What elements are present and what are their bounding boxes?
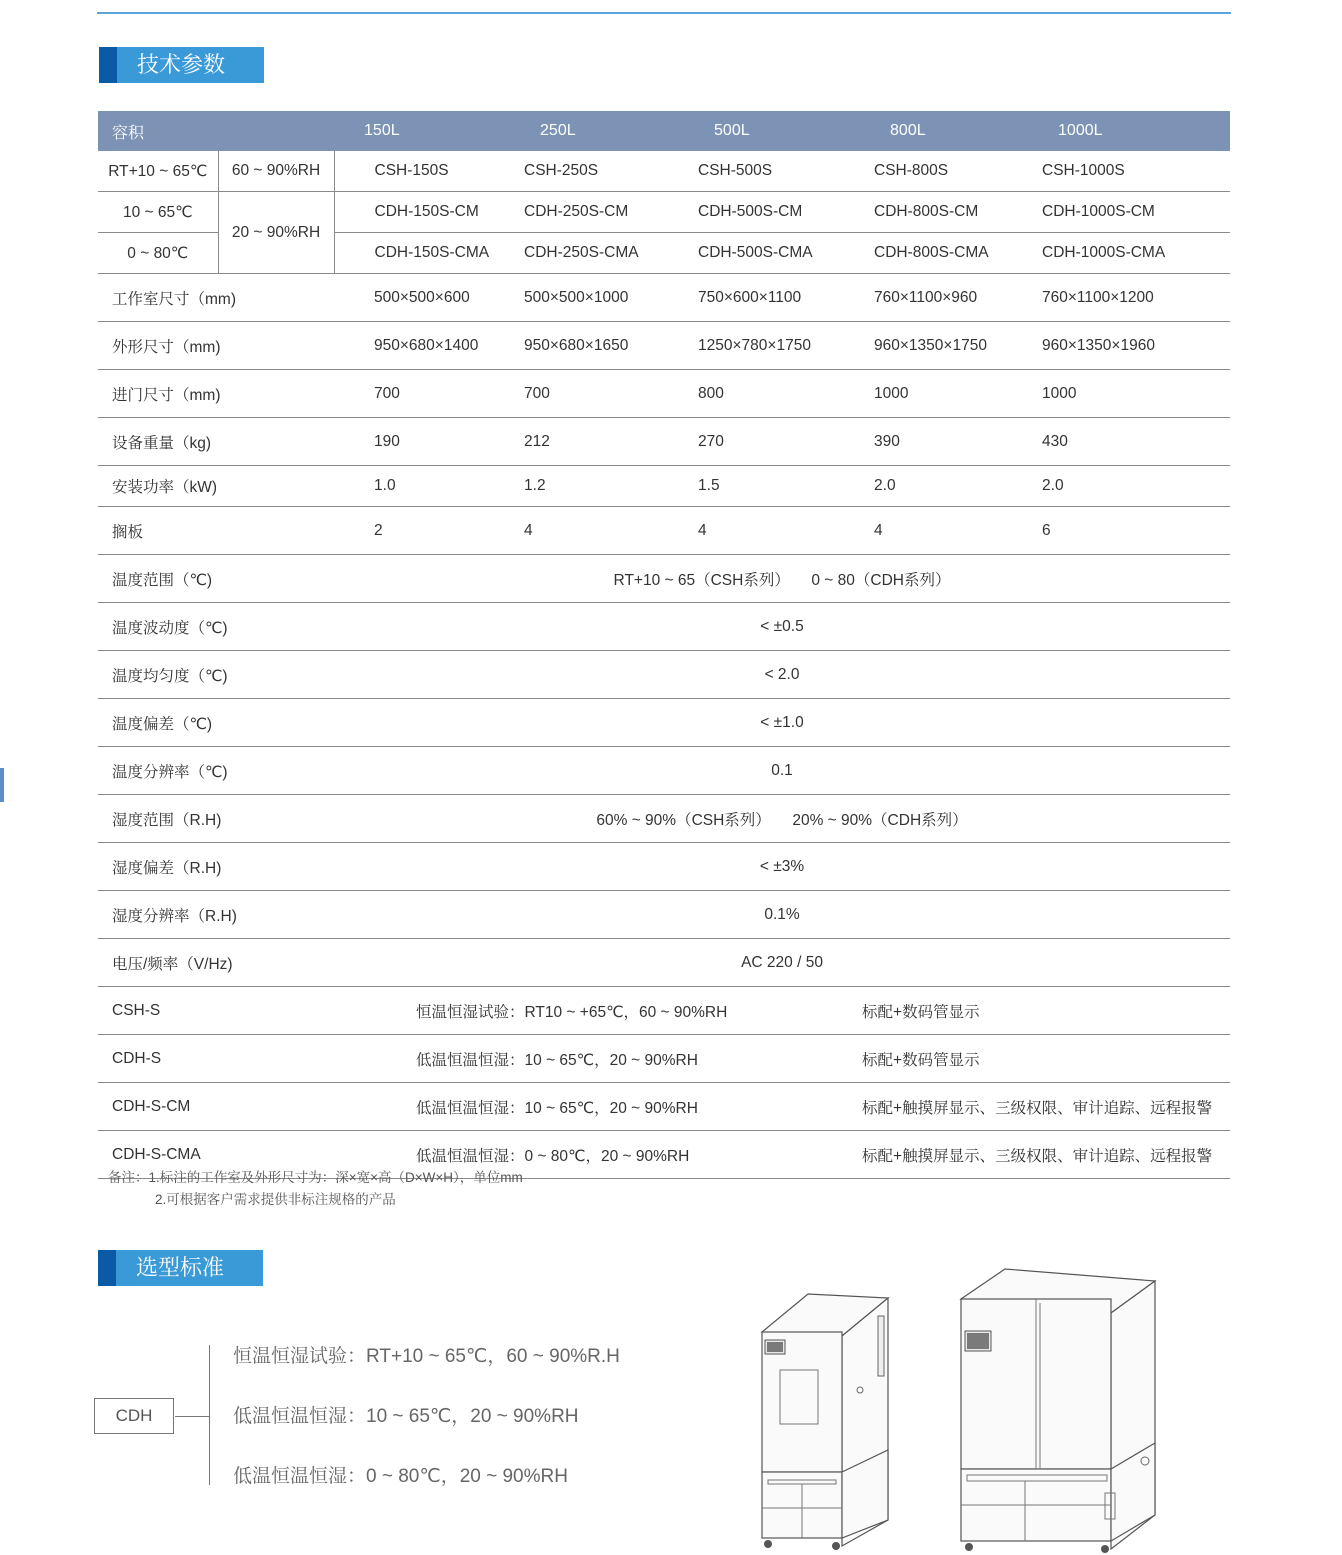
range-label: 温度分辨率（℃) bbox=[98, 747, 334, 795]
range-label: 湿度范围（R.H) bbox=[98, 795, 334, 843]
spec-cell: 750×600×1100 bbox=[684, 274, 860, 322]
table-row bbox=[98, 192, 1230, 233]
range-label: 湿度分辨率（R.H) bbox=[98, 891, 334, 939]
model-temp: 0 ~ 80℃ bbox=[98, 233, 218, 274]
table-row bbox=[98, 370, 1230, 418]
model-cell: CDH-500S-CM bbox=[684, 192, 860, 233]
spec-cell: 212 bbox=[510, 418, 684, 466]
model-cell: CSH-1000S bbox=[1028, 151, 1230, 192]
spec-label: 外形尺寸（mm) bbox=[98, 322, 334, 370]
double-door-chamber-image bbox=[955, 1265, 1165, 1555]
range-value: < ±1.0 bbox=[334, 699, 1230, 747]
header-volume: 150L bbox=[334, 111, 510, 151]
model-cell: CSH-500S bbox=[684, 151, 860, 192]
spec-label: 安装功率（kW) bbox=[98, 466, 334, 507]
series-config: 标配+数码管显示 bbox=[860, 1035, 1230, 1083]
spec-cell: 700 bbox=[334, 370, 510, 418]
table-header-row bbox=[98, 111, 1230, 151]
selection-root-box: CDH bbox=[94, 1398, 174, 1434]
table-row bbox=[98, 651, 1230, 699]
spec-cell: 270 bbox=[684, 418, 860, 466]
series-config: 标配+触摸屏显示、三级权限、审计追踪、远程报警 bbox=[860, 1131, 1230, 1179]
series-test: 低温恒温恒湿：10 ~ 65℃，20 ~ 90%RH bbox=[334, 1083, 860, 1131]
model-cell: CSH-250S bbox=[510, 151, 684, 192]
range-value: 0.1 bbox=[334, 747, 1230, 795]
spec-cell: 4 bbox=[684, 507, 860, 555]
model-cell: CSH-800S bbox=[860, 151, 1028, 192]
range-label: 温度范围（℃) bbox=[98, 555, 334, 603]
range-value: < ±0.5 bbox=[334, 603, 1230, 651]
spec-cell: 430 bbox=[1028, 418, 1230, 466]
top-divider bbox=[97, 12, 1231, 14]
table-row bbox=[98, 418, 1230, 466]
series-config: 标配+触摸屏显示、三级权限、审计追踪、远程报警 bbox=[860, 1083, 1230, 1131]
range-label: 温度波动度（℃) bbox=[98, 603, 334, 651]
table-row bbox=[98, 1083, 1230, 1131]
series-name: CDH-S-CMA bbox=[98, 1131, 334, 1179]
table-row bbox=[98, 274, 1230, 322]
model-cell: CDH-250S-CM bbox=[510, 192, 684, 233]
range-value: 0.1% bbox=[334, 891, 1230, 939]
spec-cell: 1.2 bbox=[510, 466, 684, 507]
range-label: 湿度偏差（R.H) bbox=[98, 843, 334, 891]
spec-label: 设备重量（kg) bbox=[98, 418, 334, 466]
table-row bbox=[98, 555, 1230, 603]
model-cell: CDH-150S-CMA bbox=[334, 233, 510, 274]
spec-cell: 6 bbox=[1028, 507, 1230, 555]
table-row bbox=[98, 795, 1230, 843]
range-label: 温度偏差（℃) bbox=[98, 699, 334, 747]
spec-cell: 950×680×1400 bbox=[334, 322, 510, 370]
spec-cell: 760×1100×1200 bbox=[1028, 274, 1230, 322]
header-volume: 250L bbox=[510, 111, 684, 151]
header-volume: 1000L bbox=[1028, 111, 1230, 151]
series-config: 标配+数码管显示 bbox=[860, 987, 1230, 1035]
range-label: 电压/频率（V/Hz) bbox=[98, 939, 334, 987]
note-line: 2.可根据客户需求提供非标注规格的产品 bbox=[155, 1192, 396, 1207]
selection-option: 低温恒温恒湿：10 ~ 65℃，20 ~ 90%RH bbox=[233, 1406, 579, 1427]
model-cell: CDH-150S-CM bbox=[334, 192, 510, 233]
spec-cell: 960×1350×1750 bbox=[860, 322, 1028, 370]
spec-cell: 1250×780×1750 bbox=[684, 322, 860, 370]
spec-cell: 950×680×1650 bbox=[510, 322, 684, 370]
range-value: < 2.0 bbox=[334, 651, 1230, 699]
model-hum: 20 ~ 90%RH bbox=[218, 192, 334, 274]
table-row bbox=[98, 1035, 1230, 1083]
spec-cell: 4 bbox=[860, 507, 1028, 555]
series-test: 低温恒温恒湿：0 ~ 80℃，20 ~ 90%RH bbox=[334, 1131, 860, 1179]
header-volume: 800L bbox=[860, 111, 1028, 151]
bracket-connector bbox=[175, 1416, 209, 1417]
spec-cell: 190 bbox=[334, 418, 510, 466]
spec-cell: 700 bbox=[510, 370, 684, 418]
spec-label: 工作室尺寸（mm) bbox=[98, 274, 334, 322]
table-row bbox=[98, 843, 1230, 891]
model-cell: CDH-800S-CMA bbox=[860, 233, 1028, 274]
range-value: RT+10 ~ 65（CSH系列） 0 ~ 80（CDH系列） bbox=[334, 555, 1230, 603]
model-cell: CDH-1000S-CM bbox=[1028, 192, 1230, 233]
table-row bbox=[98, 151, 1230, 192]
model-cell: CDH-500S-CMA bbox=[684, 233, 860, 274]
range-label: 温度均匀度（℃) bbox=[98, 651, 334, 699]
series-name: CDH-S-CM bbox=[98, 1083, 334, 1131]
table-row bbox=[98, 699, 1230, 747]
section-title-selection: 选型标准 bbox=[98, 1250, 263, 1286]
model-cell: CSH-150S bbox=[334, 151, 510, 192]
range-value: < ±3% bbox=[334, 843, 1230, 891]
model-cell: CDH-250S-CMA bbox=[510, 233, 684, 274]
spec-label: 进门尺寸（mm) bbox=[98, 370, 334, 418]
page-edge-marker bbox=[0, 768, 4, 802]
series-test: 恒温恒湿试验：RT10 ~ +65℃，60 ~ 90%RH bbox=[334, 987, 860, 1035]
table-row bbox=[98, 939, 1230, 987]
header-label: 容积 bbox=[98, 111, 334, 151]
single-door-chamber-image bbox=[748, 1288, 898, 1553]
range-value: 60% ~ 90%（CSH系列） 20% ~ 90%（CDH系列） bbox=[334, 795, 1230, 843]
spec-cell: 2.0 bbox=[860, 466, 1028, 507]
bracket-line bbox=[209, 1345, 210, 1485]
table-row bbox=[98, 891, 1230, 939]
spec-cell: 1000 bbox=[1028, 370, 1230, 418]
range-value: AC 220 / 50 bbox=[334, 939, 1230, 987]
spec-cell: 1.5 bbox=[684, 466, 860, 507]
table-row bbox=[98, 466, 1230, 507]
spec-cell: 500×500×1000 bbox=[510, 274, 684, 322]
model-temp: RT+10 ~ 65℃ bbox=[98, 151, 218, 192]
model-hum: 60 ~ 90%RH bbox=[218, 151, 334, 192]
selection-option: 恒温恒湿试验：RT+10 ~ 65℃，60 ~ 90%R.H bbox=[233, 1346, 620, 1367]
model-cell: CDH-1000S-CMA bbox=[1028, 233, 1230, 274]
table-row bbox=[98, 507, 1230, 555]
series-test: 低温恒温恒湿：10 ~ 65℃，20 ~ 90%RH bbox=[334, 1035, 860, 1083]
spec-cell: 2 bbox=[334, 507, 510, 555]
series-name: CSH-S bbox=[98, 987, 334, 1035]
spec-cell: 2.0 bbox=[1028, 466, 1230, 507]
spec-cell: 960×1350×1960 bbox=[1028, 322, 1230, 370]
spec-cell: 1000 bbox=[860, 370, 1028, 418]
spec-cell: 390 bbox=[860, 418, 1028, 466]
table-row bbox=[98, 322, 1230, 370]
spec-cell: 4 bbox=[510, 507, 684, 555]
spec-label: 搁板 bbox=[98, 507, 334, 555]
table-row bbox=[98, 987, 1230, 1035]
selection-option: 低温恒温恒湿：0 ~ 80℃，20 ~ 90%RH bbox=[233, 1466, 568, 1487]
model-temp: 10 ~ 65℃ bbox=[98, 192, 218, 233]
table-row bbox=[98, 747, 1230, 795]
series-name: CDH-S bbox=[98, 1035, 334, 1083]
table-row bbox=[98, 603, 1230, 651]
model-cell: CDH-800S-CM bbox=[860, 192, 1028, 233]
section-title-specs: 技术参数 bbox=[99, 47, 264, 83]
spec-cell: 500×500×600 bbox=[334, 274, 510, 322]
spec-cell: 800 bbox=[684, 370, 860, 418]
spec-cell: 760×1100×960 bbox=[860, 274, 1028, 322]
notes bbox=[108, 1167, 523, 1211]
note-line: 备注：1.标注的工作室及外形尺寸为：深×宽×高（D×W×H），单位mm bbox=[108, 1170, 523, 1185]
header-volume: 500L bbox=[684, 111, 860, 151]
spec-cell: 1.0 bbox=[334, 466, 510, 507]
spec-table bbox=[98, 111, 1230, 1179]
